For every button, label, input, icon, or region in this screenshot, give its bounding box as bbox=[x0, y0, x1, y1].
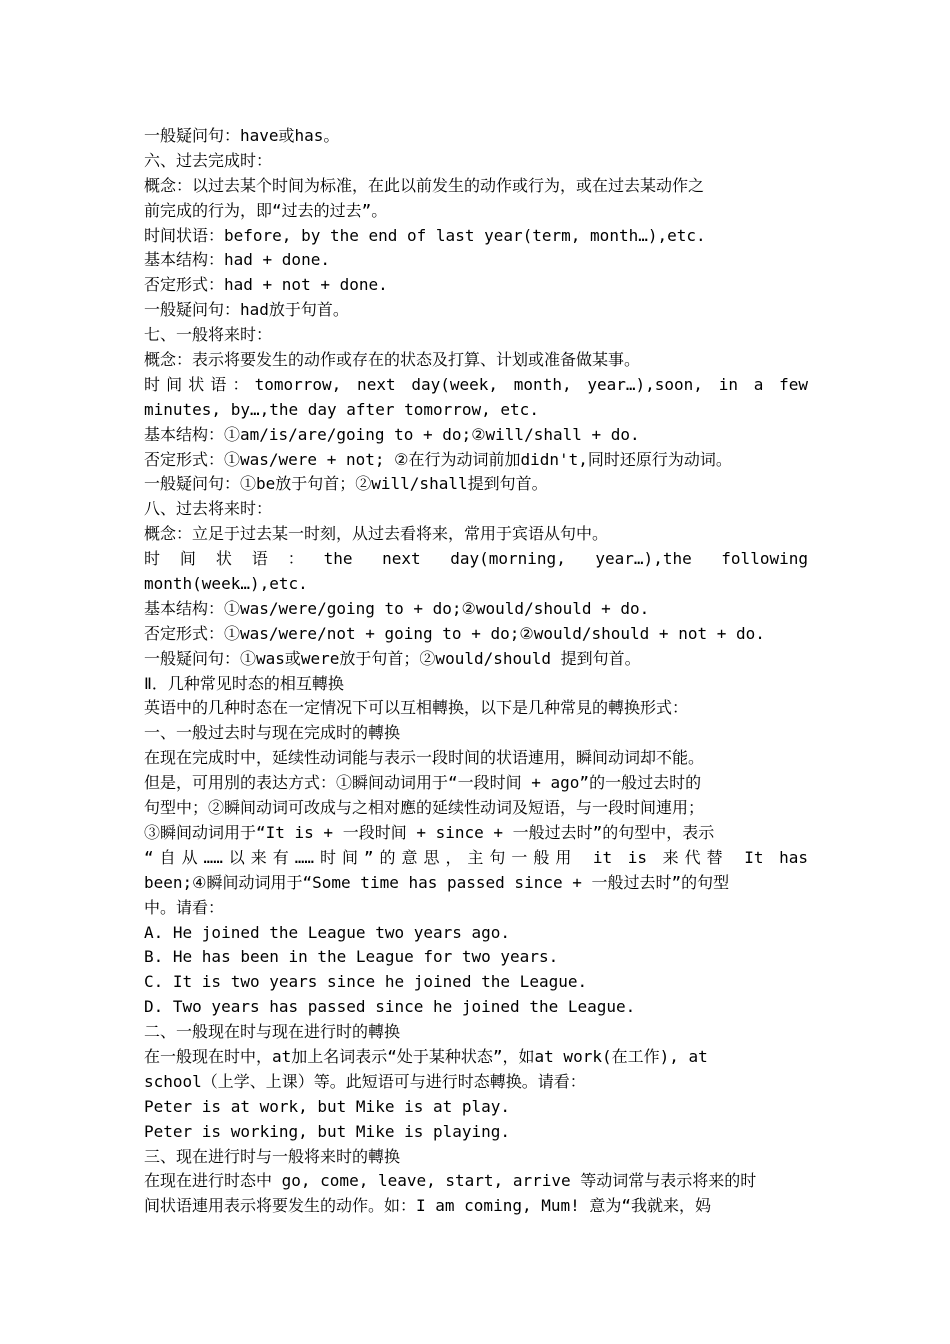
text-line: 时间状语：before, by the end of last year(term, month…),etc. bbox=[144, 225, 706, 245]
text-line: 英语中的几种时态在一定情况下可以互相轉换，以下是几种常見的轉换形式： bbox=[144, 698, 689, 718]
text-line: “自从……以来有……时间”的意思，主句一般用 it is 来代替 It has bbox=[144, 847, 808, 867]
text-line: minutes, by…,the day after tomorrow, etc. bbox=[144, 399, 539, 419]
text-line: 一般疑问句：had放于句首。 bbox=[144, 300, 349, 320]
text-line: school（上学、上课）等。此短语可与进行时态轉换。请看： bbox=[144, 1071, 586, 1091]
text-line: 八、过去将来时： bbox=[144, 499, 273, 519]
text-line: 句型中；②瞬间动词可改成与之相对應的延续性动词及短语，与一段时间連用； bbox=[144, 798, 705, 818]
text-line: C. It is two years since he joined the League. bbox=[144, 972, 588, 992]
text-line: 基本结构：①was/were/going to + do;②would/should + do. bbox=[144, 598, 650, 618]
text-line: been;④瞬间动词用于“Some time has passed since + 一般过去时”的句型 bbox=[144, 872, 730, 892]
text-line: 概念：以过去某个时间为标准，在此以前发生的动作或行为，或在过去某动作之 bbox=[144, 175, 705, 195]
text-line: 一般疑问句：①be放于句首；②will/shall提到句首。 bbox=[144, 474, 548, 494]
text-line: 概念：表示将要发生的动作或存在的状态及打算、计划或准备做某事。 bbox=[144, 350, 641, 370]
text-line: 但是，可用別的表达方式：①瞬间动词用于“一段时间 + ago”的一般过去时的 bbox=[144, 773, 702, 793]
text-line: 否定形式：had + not + done. bbox=[144, 275, 388, 295]
text-line: D. Two years has passed since he joined the League. bbox=[144, 997, 636, 1017]
text-line: 时间状语：the next day(morning, year…),the following bbox=[144, 549, 808, 569]
text-line: 一般疑问句：①was或were放于句首；②would/should 提到句首。 bbox=[144, 648, 641, 668]
text-line: 一、一般过去时与现在完成时的轉换 bbox=[144, 723, 401, 743]
text-line: 中。请看： bbox=[144, 897, 225, 917]
text-line: 在现在进行时态中 go, come, leave, start, arrive 等动词常与表示将来的时 bbox=[144, 1171, 757, 1191]
text-line: Peter is working, but Mike is playing. bbox=[144, 1121, 511, 1141]
text-line: 七、一般将来时： bbox=[144, 325, 273, 345]
text-line: 三、现在进行时与一般将来时的轉换 bbox=[144, 1146, 401, 1166]
text-line: 基本结构：had + done. bbox=[144, 250, 330, 270]
text-line: 在一般现在时中，at加上名词表示“处于某种状态”，如at work(在工作), at bbox=[144, 1046, 708, 1066]
text-line: 二、一般现在时与现在进行时的轉换 bbox=[144, 1022, 401, 1042]
text-line: 否定形式：①was/were + not; ②在行为动词前加didn't,同时还原行为动词。 bbox=[144, 449, 732, 469]
text-line: 时间状语：tomorrow, next day(week, month, year…),soon, in a few bbox=[144, 374, 808, 394]
text-line: 间状语連用表示将要发生的动作。如：I am coming, Mum! 意为“我就来，妈 bbox=[144, 1196, 712, 1216]
text-line: 六、过去完成时： bbox=[144, 150, 273, 170]
text-line: B. He has been in the League for two years. bbox=[144, 947, 559, 967]
text-line: 概念：立足于过去某一时刻，从过去看将来，常用于宾语从句中。 bbox=[144, 524, 609, 544]
text-line: 一般疑问句：have或has。 bbox=[144, 126, 340, 145]
text-line: Ⅱ．几种常见时态的相互轉换 bbox=[144, 673, 344, 693]
text-line: 前完成的行为，即“过去的过去”。 bbox=[144, 200, 388, 220]
text-line: 基本结构：①am/is/are/going to + do;②will/shall + do. bbox=[144, 424, 640, 444]
text-line: 在现在完成时中，延续性动词能与表示一段时间的状语連用，瞬间动词却不能。 bbox=[144, 748, 705, 768]
text-line: Peter is at work, but Mike is at play. bbox=[144, 1096, 511, 1116]
document-body bbox=[144, 124, 808, 1219]
text-line: A. He joined the League two years ago. bbox=[144, 922, 511, 942]
text-line: month(week…),etc. bbox=[144, 574, 308, 594]
text-line: 否定形式：①was/were/not + going to + do;②would/should + not + do. bbox=[144, 623, 765, 643]
text-line: ③瞬间动词用于“It is + 一段时间 + since + 一般过去时”的句型中，表示 bbox=[144, 822, 715, 842]
